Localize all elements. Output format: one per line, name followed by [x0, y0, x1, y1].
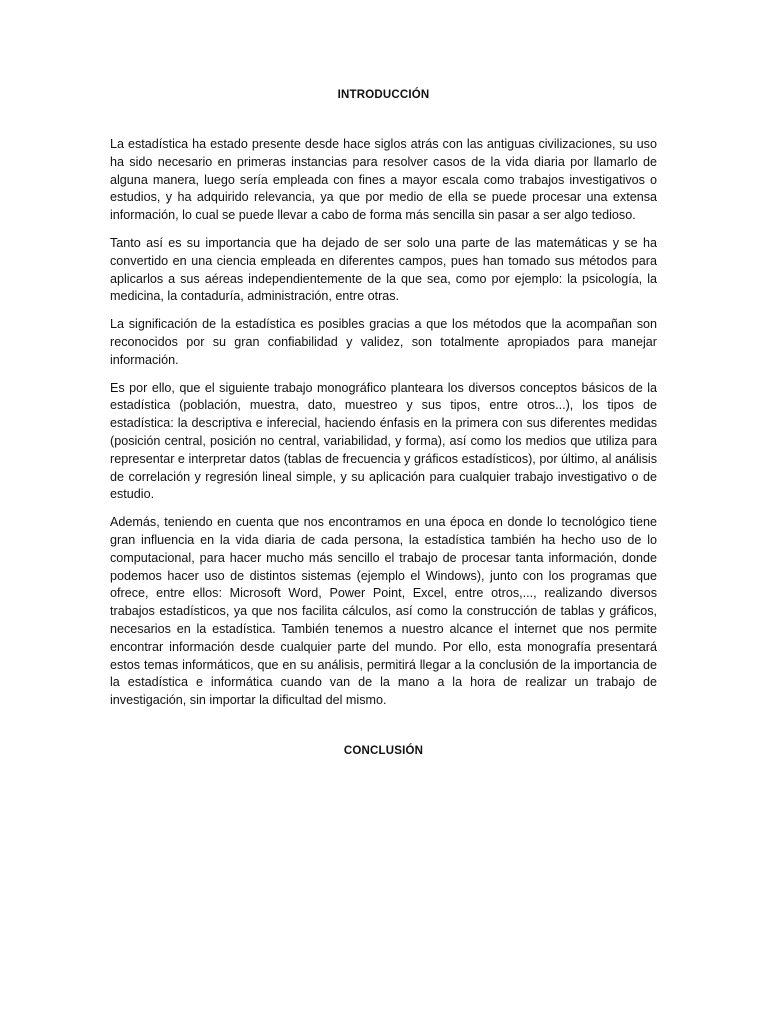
paragraph-4: Es por ello, que el siguiente trabajo monográfico planteara los diversos conceptos básicos de la estadística (población, muestra, dato, muestreo y sus tipos, entre otros...), los tipos de estadística: la descriptiva e inferecial, haciendo énfasis en la primera con sus diferentes medidas (posición central, posición no central, variabilidad, y forma), así como los medios que utiliza para representar e interpretar datos (tablas de frecuencia y gráficos estadísticos), por último, al análisis de correlación y regresión lineal simple, y su aplicación para cualquier trabajo investigativo o de estudio.: [110, 380, 657, 502]
paragraph-1: La estadística ha estado presente desde hace siglos atrás con las antiguas civilizaciones, su uso ha sido necesario en primeras instancias para resolver casos de la vida diaria por llamarlo de alguna manera, luego sería empleada con fines a mayor escala como trabajos investigativos o estudios, y ha adquirido relevancia, ya que por medio de ella se puede procesar una extensa información, lo cual se puede llevar a cabo de forma más sencilla sin pasar a ser algo tedioso.: [110, 137, 657, 223]
paragraph-3: La significación de la estadística es posibles gracias a que los métodos que la acompañan son reconocidos por su gran confiabilidad y validez, son totalmente apropiados para manejar información.: [110, 317, 657, 367]
document-body: [110, 86, 657, 760]
intro-heading: INTRODUCCIÓN: [337, 89, 430, 101]
paragraph-2: Tanto así es su importancia que ha dejado de ser solo una parte de las matemáticas y se ha convertido en una ciencia empleada en diferentes campos, pues han tomado sus métodos para aplicarlos a sus aéreas independientemente de la que sea, como por ejemplo: la psicología, la medicina, la contaduría, administración, entre otras.: [110, 235, 657, 304]
paragraph-5: Además, teniendo en cuenta que nos encontramos en una época en donde lo tecnológico tiene gran influencia en la vida diaria de cada persona, la estadística también ha hecho uso de lo computacional, para hacer mucho más sencillo el trabajo de procesar tanta información, donde podemos hacer uso de distintos sistemas (ejemplo el Windows), junto con los programas que ofrece, entre ellos: Microsoft Word, Power Point, Excel, entre otros,..., realizando diversos trabajos estadísticos, ya que nos facilita cálculos, así como la construcción de tablas y gráficos, necesarios en la estadística. También tenemos a nuestro alcance el internet que nos permite encontrar información desde cualquier parte del mundo. Por ello, esta monografía presentará estos temas informáticos, que en su análisis, permitirá llegar a la conclusión de la importancia de la estadística e informática cuando van de la mano a la hora de realizar un trabajo de investigación, sin importar la dificultad del mismo.: [110, 515, 657, 708]
conclusion-heading: CONCLUSIÓN: [343, 744, 424, 757]
